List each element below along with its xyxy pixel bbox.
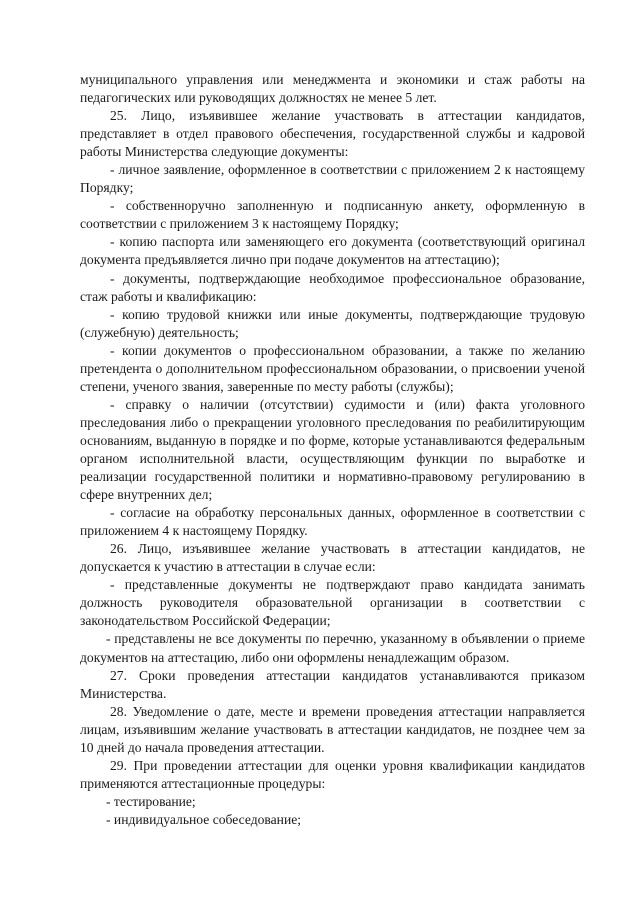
document-page [80,71,585,829]
list-item-incomplete-documents: - представлены не все документы по перечню, указанному в объявлении о приеме документов на аттестацию, либо они оформлены ненадлежащим образом. [80,631,585,665]
paragraph-clause-28: 28. Уведомление о дате, месте и времени проведения аттестации направляется лицам, изъявившим желание участвовать в аттестации кандидатов, не позднее чем за 10 дней до начала проведения аттестации. [80,703,585,755]
list-item-education-documents: - документы, подтверждающие необходимое профессиональное образование, стаж работы и квалификацию: [80,270,585,304]
list-item-criminal-record-certificate: - справку о наличии (отсутствии) судимости и (или) факта уголовного преследования либо о прекращении уголовного преследования по реабилитирующим основаниям, выданную в порядке и по форме, которые устанавливаются федеральным органом исполнительной власти, осуществляющим функции по выработке и реализации государственной политики и нормативно-правовому регулированию в сфере внутренних дел; [80,396,585,503]
list-item-passport-copy: - копию паспорта или заменяющего его документа (соответствующий оригинал документа предъявляется лично при подаче документов на аттестацию); [80,234,585,268]
list-item-questionnaire: - собственноручно заполненную и подписанную анкету, оформленную в соответствии с приложением 3 к настоящему Порядку; [80,198,585,232]
paragraph-clause-29: 29. При проведении аттестации для оценки уровня квалификации кандидатов применяются аттестационные процедуры: [80,757,585,791]
paragraph-continuation: муниципального управления или менеджмента и экономики и стаж работы на педагогических или руководящих должностях не менее 5 лет. [80,72,585,106]
paragraph-clause-25: 25. Лицо, изъявившее желание участвовать в аттестации кандидатов, представляет в отдел правового обеспечения, государственной службы и кадровой работы Министерства следующие документы: [80,108,585,160]
paragraph-clause-27: 27. Сроки проведения аттестации кандидатов устанавливаются приказом Министерства. [80,667,585,701]
list-item-education-copies: - копии документов о профессиональном образовании, а также по желанию претендента о дополнительном профессиональном образовании, о присвоении ученой степени, ученого звания, заверенные по месту работы (службы); [80,342,585,394]
list-item-testing: - тестирование; [106,793,196,809]
list-item-interview: - индивидуальное собеседование; [106,811,302,827]
list-item-application: - личное заявление, оформленное в соответствии с приложением 2 к настоящему Порядку; [80,162,585,196]
paragraph-clause-26: 26. Лицо, изъявившее желание участвовать в аттестации кандидатов, не допускается к участию в аттестации в случае если: [80,541,585,575]
list-item-data-processing-consent: - согласие на обработку персональных данных, оформленное в соответствии с приложением 4 к настоящему Порядку. [80,505,585,539]
list-item-employment-record: - копию трудовой книжки или иные документы, подтверждающие трудовую (служебную) деятельность; [80,306,585,340]
list-item-documents-not-confirming: - представленные документы не подтверждают право кандидата занимать должность руководителя образовательной организации в соответствии с законодательством Российской Федерации; [80,577,585,629]
